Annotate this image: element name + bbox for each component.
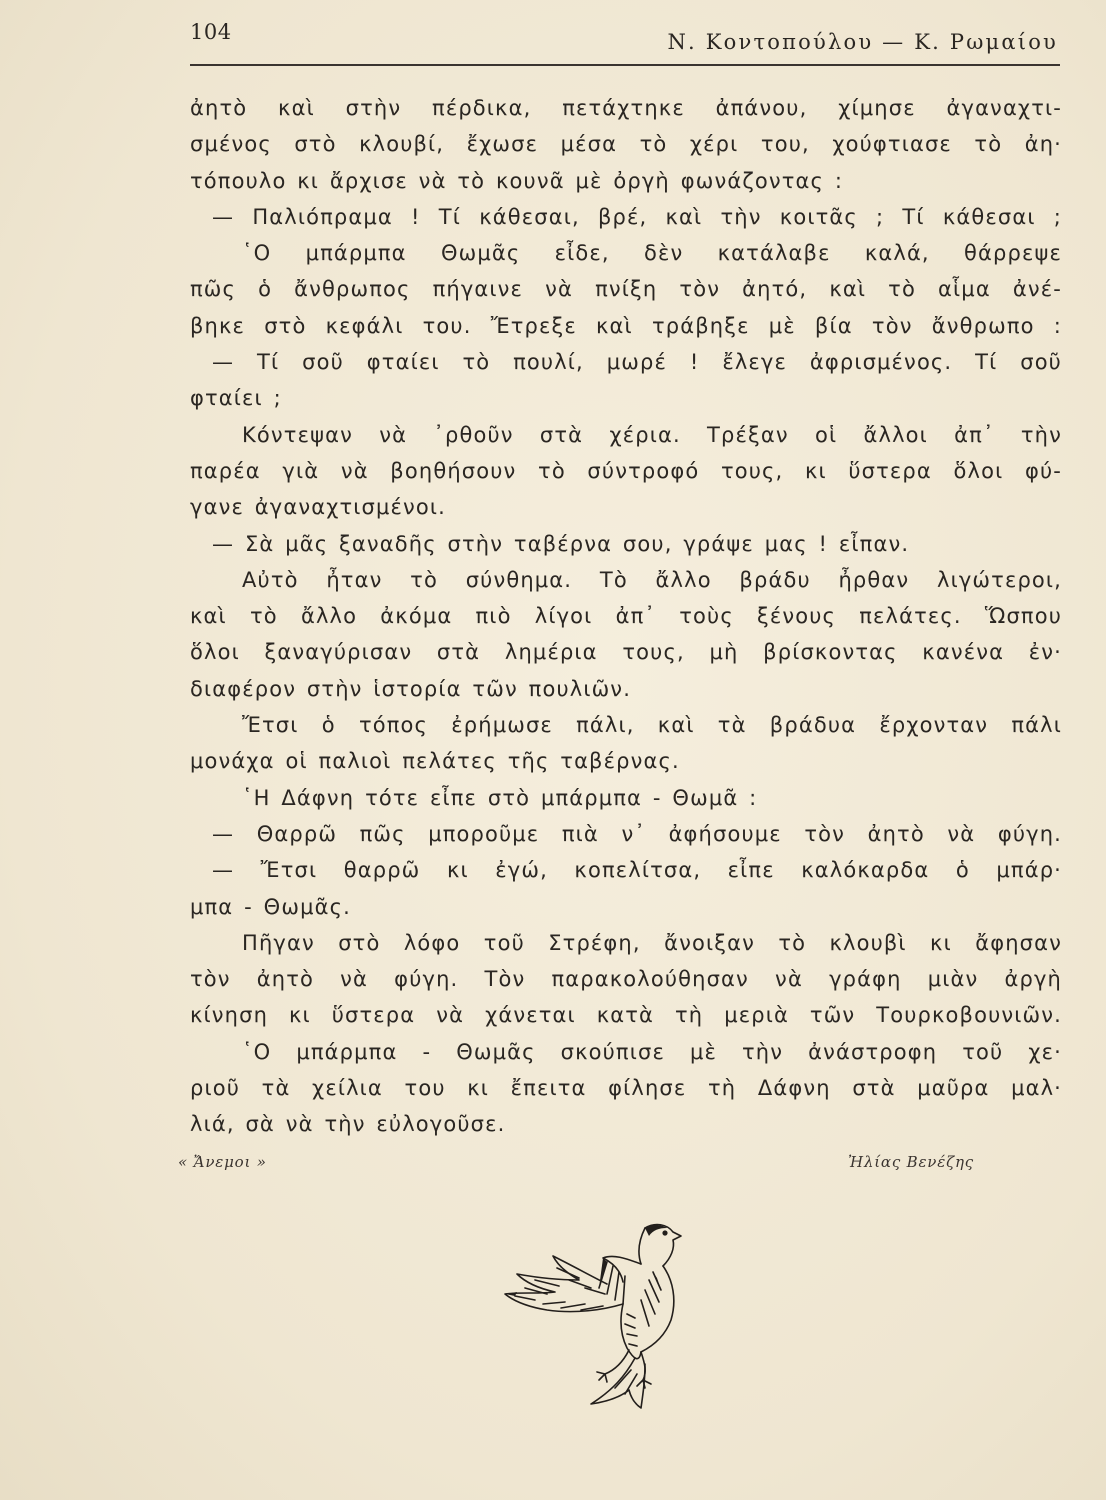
- text-line: λιά, σὰ νὰ τὴν εὐλογοῦσε.: [190, 1112, 506, 1137]
- running-head: Ν. Κοντοπούλου — Κ. Ρωμαίου: [667, 30, 1058, 54]
- header-rule: [190, 64, 1060, 66]
- text-line: Αὐτὸ ἦταν τὸ σύνθημα. Τὸ ἄλλο βράδυ ἦρθαν λιγώτεροι,: [242, 567, 1062, 592]
- text-line: σμένος στὸ κλουβί, ἔχωσε μέσα τὸ χέρι του, χούφτιασε τὸ ἀη·: [190, 132, 1062, 157]
- text-line: ὅλοι ξαναγύρισαν στὰ λημέρια τους, μὴ βρίσκοντας κανένα ἐν·: [190, 640, 1062, 665]
- text-line: βηκε στὸ κεφάλι του. Ἔτρεξε καὶ τράβηξε μὲ βία τὸν ἄνθρωπο :: [190, 313, 1062, 338]
- text-line: ριοῦ τὰ χείλια του κι ἔπειτα φίλησε τὴ Δάφνη στὰ μαῦρα μαλ·: [190, 1076, 1062, 1101]
- text-line: ῾Η Δάφνη τότε εἶπε στὸ μπάρμπα - Θωμᾶ :: [242, 785, 758, 810]
- source-title: « Ἄνεμοι »: [178, 1153, 267, 1171]
- text-line: μονάχα οἱ παλιοὶ πελάτες τῆς ταβέρνας.: [190, 749, 680, 774]
- text-line: Ἔτσι ὁ τόπος ἐρήμωσε πάλι, καὶ τὰ βράδυα ἔρχονταν πάλι: [242, 713, 1062, 738]
- text-line: φταίει ;: [190, 386, 282, 411]
- text-line: — Ἔτσι θαρρῶ κι ἐγώ, κοπελίτσα, εἶπε καλόκαρδα ὁ μπάρ·: [212, 858, 1062, 883]
- text-line: καὶ τὸ ἄλλο ἀκόμα πιὸ λίγοι ἀπ᾽ τοὺς ξένους πελάτες. Ὥσπου: [190, 604, 1062, 629]
- text-line: — Θαρρῶ πῶς μποροῦμε πιὰ ν᾽ ἀφήσουμε τὸν ἀητὸ νὰ φύγη.: [212, 821, 1062, 846]
- text-line: — Σὰ μᾶς ξαναδῆς στὴν ταβέρνα σου, γράψε μας ! εἶπαν.: [212, 531, 910, 556]
- text-line: πῶς ὁ ἄνθρωπος πήγαινε νὰ πνίξη τὸν ἀητό, καὶ τὸ αἷμα ἀνέ-: [190, 277, 1062, 302]
- text-line: ῾Ο μπάρμπα - Θωμᾶς σκούπισε μὲ τὴν ἀνάστροφη τοῦ χε·: [242, 1039, 1062, 1064]
- text-line: — Τί σοῦ φταίει τὸ πουλί, μωρέ ! ἔλεγε ἀφρισμένος. Τί σοῦ: [212, 350, 1062, 375]
- text-line: γανε ἀγαναχτισμένοι.: [190, 495, 446, 520]
- text-line: τόπουλο κι ἄρχισε νὰ τὸ κουνᾶ μὲ ὀργὴ φωνάζοντας :: [190, 168, 844, 193]
- text-line: τὸν ἀητὸ νὰ φύγη. Τὸν παρακολούθησαν νὰ γράφη μιὰν ἀργὴ: [190, 967, 1062, 992]
- text-line: κίνηση κι ὕστερα νὰ χάνεται κατὰ τὴ μεριὰ τῶν Τουρκοβουνιῶν.: [190, 1003, 1062, 1028]
- text-line: Κόντεψαν νὰ ᾽ρθοῦν στὰ χέρια. Τρέξαν οἱ ἄλλοι ἀπ᾽ τὴν: [242, 422, 1062, 447]
- body-text: [190, 90, 1062, 1143]
- page-number: 104: [190, 20, 232, 44]
- author-name: Ἠλίας Βενέζης: [848, 1153, 974, 1171]
- eagle-illustration: [495, 1218, 705, 1413]
- text-line: ῾Ο μπάρμπα Θωμᾶς εἶδε, δὲν κατάλαβε καλά, θάρρεψε: [242, 241, 1062, 266]
- text-line: — Παλιόπραμα ! Τί κάθεσαι, βρέ, καὶ τὴν κοιτᾶς ; Τί κάθεσαι ;: [212, 204, 1062, 229]
- text-line: παρέα γιὰ νὰ βοηθήσουν τὸ σύντροφό τους, κι ὕστερα ὅλοι φύ-: [190, 458, 1062, 483]
- text-line: ἀητὸ καὶ στὴν πέρδικα, πετάχτηκε ἀπάνου, χίμησε ἀγαναχτι-: [190, 96, 1062, 120]
- text-line: διαφέρον στὴν ἱστορία τῶν πουλιῶν.: [190, 676, 632, 701]
- text-line: Πῆγαν στὸ λόφο τοῦ Στρέφη, ἄνοιξαν τὸ κλουβὶ κι ἄφησαν: [242, 930, 1062, 955]
- text-line: μπα - Θωμᾶς.: [190, 894, 351, 919]
